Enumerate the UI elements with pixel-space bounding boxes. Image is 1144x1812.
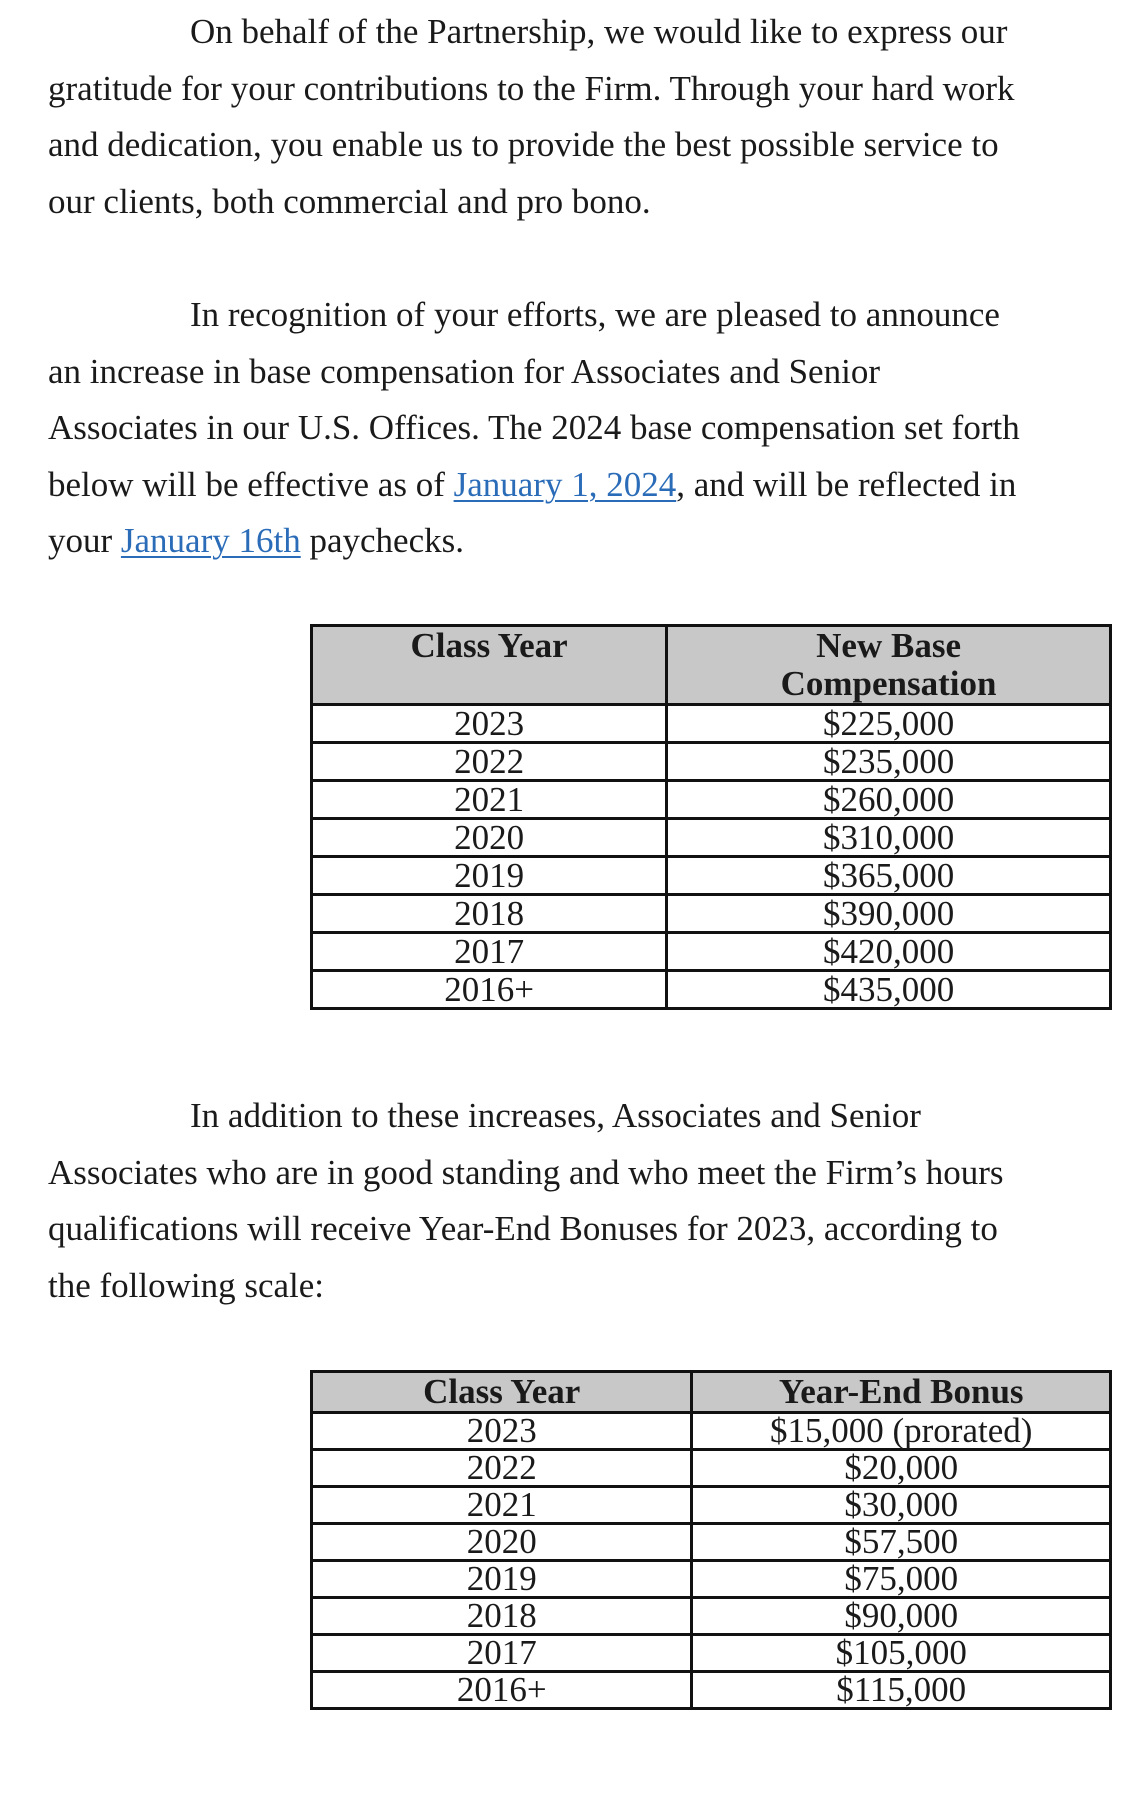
class-year-cell: 2021: [312, 1487, 692, 1524]
bonus-amount-cell: $57,500: [692, 1524, 1111, 1561]
class-year-cell: 2016+: [312, 1672, 692, 1709]
class-year-cell: 2018: [312, 895, 667, 933]
paragraph-line: an increase in base compensation for Associates and Senior: [48, 351, 880, 391]
table-row: [312, 895, 1111, 933]
table-row: [312, 781, 1111, 819]
base-amount-cell: $310,000: [667, 819, 1111, 857]
base-compensation-table: [310, 624, 1112, 1010]
bonus-amount-cell: $20,000: [692, 1450, 1111, 1487]
class-year-header: Class Year: [312, 1372, 692, 1413]
paragraph-line: In recognition of your efforts, we are pleased to announce: [190, 295, 1000, 334]
text-segment: paychecks.: [300, 521, 464, 560]
table-row: [312, 1598, 1111, 1635]
base-amount-cell: $260,000: [667, 781, 1111, 819]
paragraph-line: [48, 457, 1118, 514]
compensation-announcement-paragraph: [48, 287, 1118, 570]
paragraph-line: [48, 513, 1118, 570]
paragraph-line: Associates in our U.S. Offices. The 2024 base compensation set forth: [48, 408, 1020, 447]
bonus-amount-cell: $15,000 (prorated): [692, 1413, 1111, 1450]
class-year-cell: 2020: [312, 819, 667, 857]
base-amount-cell: $420,000: [667, 933, 1111, 971]
base-amount-cell: $235,000: [667, 743, 1111, 781]
paragraph-line: our clients, both commercial and pro bono.: [48, 181, 651, 221]
year-end-bonus-header: Year-End Bonus: [692, 1372, 1111, 1413]
base-amount-cell: $365,000: [667, 857, 1111, 895]
bonus-amount-cell: $105,000: [692, 1635, 1111, 1672]
bonus-announcement-paragraph: [48, 1088, 1118, 1314]
table-row: [312, 1524, 1111, 1561]
header-line: Compensation: [780, 664, 997, 703]
intro-paragraph: [48, 4, 1118, 230]
table-row: [312, 1635, 1111, 1672]
base-amount-cell: $435,000: [667, 971, 1111, 1009]
table-row: [312, 933, 1111, 971]
paragraph-line: qualifications will receive Year-End Bonuses for 2023, according to: [48, 1209, 998, 1248]
table-row: [312, 1413, 1111, 1450]
paragraph-line: and dedication, you enable us to provide the best possible service to: [48, 125, 999, 164]
effective-date-link[interactable]: January 1, 2024: [453, 464, 677, 504]
class-year-cell: 2019: [312, 1561, 692, 1598]
paragraph-line: the following scale:: [48, 1265, 325, 1305]
class-year-cell: 2019: [312, 857, 667, 895]
class-year-cell: 2023: [312, 705, 667, 743]
bonus-amount-cell: $75,000: [692, 1561, 1111, 1598]
class-year-cell: 2016+: [312, 971, 667, 1009]
class-year-cell: 2017: [312, 933, 667, 971]
table-row: [312, 743, 1111, 781]
paragraph-line: On behalf of the Partnership, we would like to express our: [190, 12, 1008, 51]
table-header-row: [312, 626, 1111, 705]
paragraph-line: gratitude for your contributions to the Firm. Through your hard work: [48, 68, 1015, 108]
class-year-cell: 2018: [312, 1598, 692, 1635]
class-year-cell: 2022: [312, 1450, 692, 1487]
class-year-cell: 2022: [312, 743, 667, 781]
table-row: [312, 1561, 1111, 1598]
text-segment: below will be effective as of: [48, 464, 454, 504]
class-year-cell: 2017: [312, 1635, 692, 1672]
class-year-header: Class Year: [312, 626, 667, 705]
year-end-bonus-table: [310, 1370, 1112, 1710]
paragraph-line: In addition to these increases, Associates and Senior: [190, 1096, 921, 1135]
table-row: [312, 705, 1111, 743]
table-row: [312, 1487, 1111, 1524]
table-row: [312, 1672, 1111, 1709]
table-header-row: [312, 1372, 1111, 1413]
bonus-amount-cell: $90,000: [692, 1598, 1111, 1635]
new-base-compensation-header: [667, 626, 1111, 705]
paragraph-line: Associates who are in good standing and who meet the Firm’s hours: [48, 1152, 1004, 1192]
base-amount-cell: $225,000: [667, 705, 1111, 743]
class-year-cell: 2021: [312, 781, 667, 819]
class-year-cell: 2020: [312, 1524, 692, 1561]
table-row: [312, 971, 1111, 1009]
text-segment: your: [48, 521, 121, 560]
header-line: New Base: [816, 626, 961, 665]
table-row: [312, 819, 1111, 857]
paycheck-date-link[interactable]: January 16th: [120, 521, 301, 560]
class-year-cell: 2023: [312, 1413, 692, 1450]
base-amount-cell: $390,000: [667, 895, 1111, 933]
table-row: [312, 1450, 1111, 1487]
text-segment: , and will be reflected in: [676, 464, 1017, 504]
bonus-amount-cell: $30,000: [692, 1487, 1111, 1524]
table-row: [312, 857, 1111, 895]
bonus-amount-cell: $115,000: [692, 1672, 1111, 1709]
